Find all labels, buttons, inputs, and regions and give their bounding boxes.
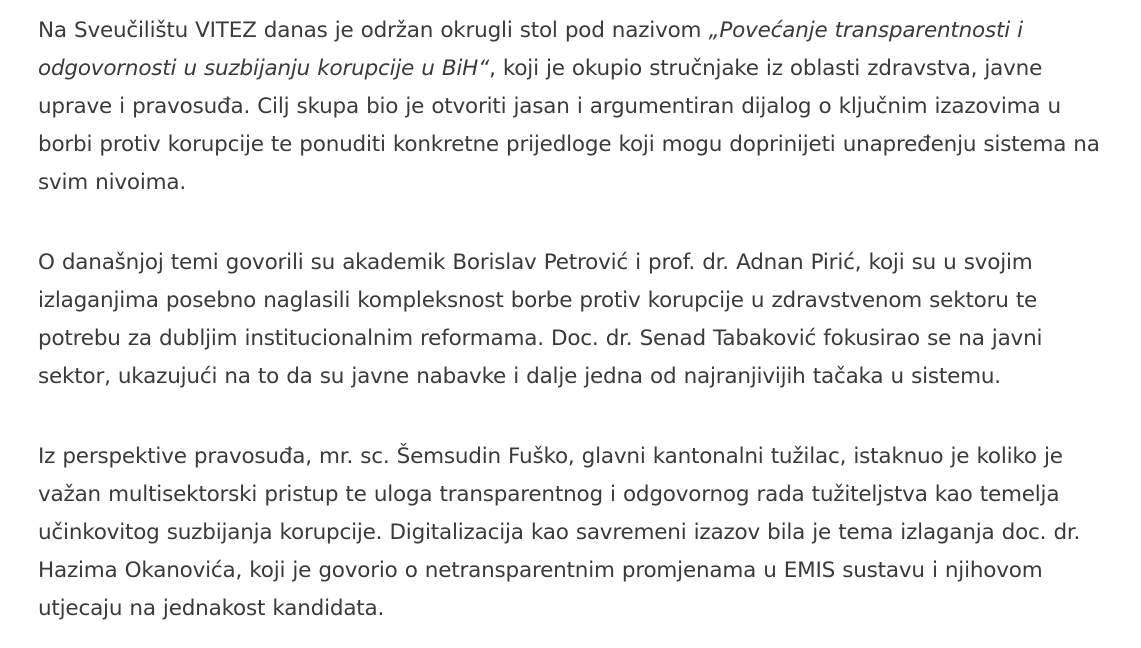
paragraph-intro-lead: Na Sveučilištu VITEZ danas je održan okrugli stol pod nazivom (38, 18, 709, 43)
paragraph-judiciary: Iz perspektive pravosuđa, mr. sc. Šemsudin Fuško, glavni kantonalni tužilac, istaknuo je koliko je važan multisektorski pristup te uloga transparentnog i odgovornog rada tužiteljstva kao temelja učinkovitog suzbijanja korupcije. Digitalizacija kao savremeni izazov bila je tema izlaganja doc. dr. Hazima Okanovića, koji je govorio o netransparentnim promjenama u EMIS sustavu i njihovom utjecaju na jednakost kandidata. (38, 444, 1081, 621)
article-body (38, 12, 1118, 628)
event-title: „Povećanje transparentnosti i odgovornosti u suzbijanju korupcije u BiH“ (38, 18, 1023, 81)
paragraph-intro (38, 12, 1118, 202)
paragraph-speakers: O današnjoj temi govorili su akademik Borislav Petrović i prof. dr. Adnan Pirić, koji su u svojim izlaganjima posebno naglasili kompleksnost borbe protiv korupcije u zdravstvenom sektoru te potrebu za dubljim institucionalnim reformama. Doc. dr. Senad Tabaković fokusirao se na javni sektor, ukazujući na to da su javne nabavke i dalje jedna od najranjivijih tačaka u sistemu. (38, 250, 1043, 389)
paragraph-intro-rest: , koji je okupio stručnjake iz oblasti zdravstva, javne uprave i pravosuđa. Cilj skupa bio je otvoriti jasan i argumentiran dijalog o ključnim izazovima u borbi protiv korupcije te ponuditi konkretne prijedloge koji mogu doprinijeti unapređenju sistema na svim nivoima. (38, 56, 1100, 195)
